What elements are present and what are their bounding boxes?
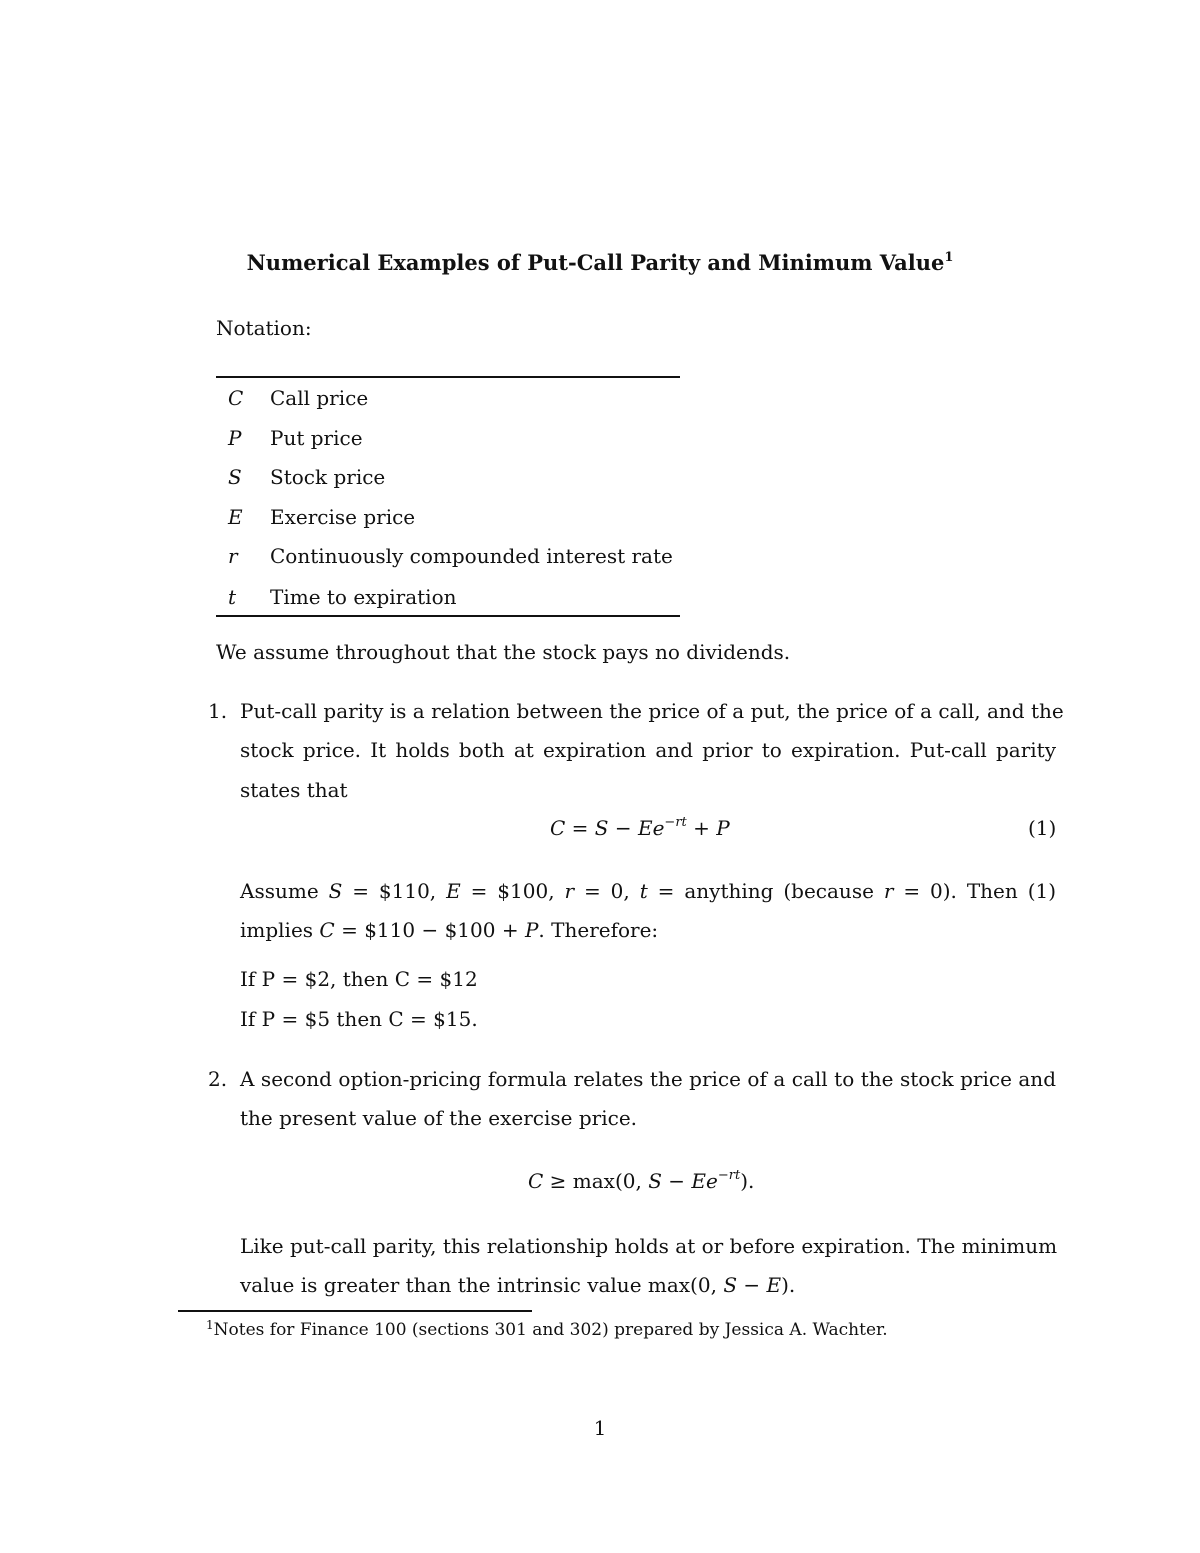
footnote-mark: 1 xyxy=(206,1318,214,1332)
minimum-value-equation: C ≥ max(0, $S - Ee^{-rt}$). xyxy=(528,1168,755,1193)
table-bottom-rule xyxy=(216,615,680,617)
item1-line: states that xyxy=(240,778,348,802)
notation-desc: Stock price xyxy=(270,465,386,489)
footnote: $^1$Notes for Finance 100 (sections 301 and 302) prepared by Jessica A. Wachter. xyxy=(206,1318,888,1340)
notation-symbol: P xyxy=(228,426,242,450)
notation-symbol: C xyxy=(228,386,244,410)
example-line: If P = $5 then C = $15. xyxy=(240,1007,478,1031)
table-top-rule xyxy=(216,376,680,378)
item1-line: Put-call parity is a relation between the price of a put, the price of a call, and the xyxy=(240,699,1064,723)
notation-desc: Exercise price xyxy=(270,505,416,529)
item1-implies-line: implies C = $110 − $100 + P. Therefore: xyxy=(240,918,659,942)
notation-symbol: t xyxy=(228,585,237,609)
notation-desc: Call price xyxy=(270,386,369,410)
item2-line: the present value of the exercise price. xyxy=(240,1106,638,1130)
page-title: Numerical Examples of Put-Call Parity and Minimum Value$^1$ xyxy=(246,250,954,275)
footnote-rule xyxy=(178,1310,532,1312)
notation-symbol: E xyxy=(228,505,243,529)
item-number: 2. xyxy=(208,1067,228,1091)
equation-number: (1) xyxy=(1028,816,1057,840)
page-number: 1 xyxy=(593,1416,607,1440)
item1-assumption-line: Assume S = $110, E = $100, r = 0, t = anything (because r = 0). Then (1) xyxy=(240,879,1057,903)
notation-symbol: S xyxy=(228,465,242,489)
item-number: 1. xyxy=(208,699,228,723)
put-call-parity-equation: $C = S - Ee^{-rt} + P$ xyxy=(550,815,730,840)
notation-desc: Put price xyxy=(270,426,363,450)
item2-intrinsic-line: value is greater than the intrinsic value max(0, S − E). xyxy=(240,1273,796,1297)
item2-line: A second option-pricing formula relates the price of a call to the stock price and xyxy=(240,1067,1056,1091)
notation-desc: Continuously compounded interest rate xyxy=(270,544,673,568)
notation-label: Notation: xyxy=(216,316,312,340)
title-footnote-mark: 1 xyxy=(944,250,954,265)
notation-symbol: r xyxy=(228,544,238,568)
assumption-text: We assume throughout that the stock pays no dividends. xyxy=(216,640,791,664)
item2-line: Like put-call parity, this relationship holds at or before expiration. The minimum xyxy=(240,1234,1058,1258)
item1-line: stock price. It holds both at expiration and prior to expiration. Put-call parity xyxy=(240,738,1056,762)
example-line: If P = $2, then C = $12 xyxy=(240,967,478,991)
notation-desc: Time to expiration xyxy=(270,585,457,609)
